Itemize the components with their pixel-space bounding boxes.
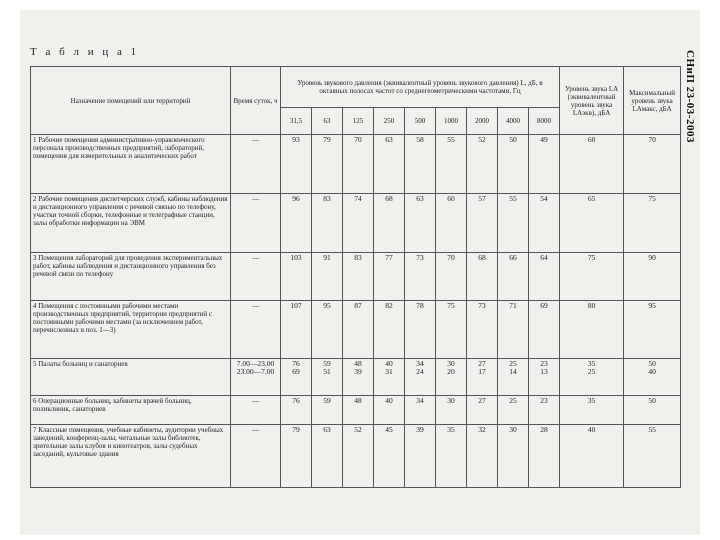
level-cell xyxy=(467,253,498,301)
level-cell-value: 68 xyxy=(385,194,393,203)
level-cell xyxy=(467,194,498,253)
header-frequency: 1000 xyxy=(436,108,467,135)
level-cell-value: 79 xyxy=(292,425,300,434)
level-cell xyxy=(343,194,374,253)
max-level-cell xyxy=(624,253,681,301)
level-cell-value: 52 xyxy=(478,135,486,144)
table-row xyxy=(31,194,681,253)
level-cell-value: 59 xyxy=(323,396,331,405)
table-row xyxy=(31,425,681,488)
level-cell-value: 51 xyxy=(323,367,331,376)
level-cell-value: 45 xyxy=(385,425,393,434)
level-cell-value: 95 xyxy=(323,301,331,310)
level-cell xyxy=(374,253,405,301)
level-cell-value: 83 xyxy=(323,194,331,203)
header-max-level: Максимальный уровень звука LAмакс, дБА xyxy=(624,67,681,135)
level-cell-value: 76 xyxy=(292,396,300,405)
level-cell xyxy=(405,359,436,396)
level-cell xyxy=(405,396,436,425)
time-cell xyxy=(231,194,281,253)
room-type-cell: 4 Помещения с постоянными рабочими местами производственных предприятий, территории предприятий с постоянными рабочими местами (за исключением работ, перечисленных в поз. 1—3) xyxy=(31,301,231,359)
header-frequency: 8000 xyxy=(529,108,560,135)
time-cell-value: — xyxy=(251,194,260,203)
time-cell xyxy=(231,396,281,425)
level-cell xyxy=(529,396,560,425)
equiv-level-cell xyxy=(560,253,624,301)
level-cell xyxy=(498,253,529,301)
level-cell-value: 13 xyxy=(540,367,548,376)
level-cell xyxy=(312,425,343,488)
level-cell-value: 83 xyxy=(354,253,362,262)
equiv-level-cell xyxy=(560,301,624,359)
level-cell-value: 64 xyxy=(540,253,548,262)
level-cell xyxy=(281,253,312,301)
time-cell-value: — xyxy=(251,301,260,310)
level-cell xyxy=(405,194,436,253)
time-cell-value: — xyxy=(251,135,260,144)
level-cell-value: 77 xyxy=(385,253,393,262)
header-band-group: Уровень звукового давления (эквивалентный уровень звукового давления) L, дБ, в октавных полосах частот со среднегеометрическими частотами, Гц xyxy=(281,67,560,108)
level-cell xyxy=(374,135,405,194)
header-equiv-level: Уровень звука LA (эквивалентный уровень звука LAэкв), дБА xyxy=(560,67,624,135)
room-type-cell: 7 Классные помещения, учебные кабинеты, аудитории учебных заведений, конференц-залы, читальные залы библиотек, зрительные залы клубов и кинотеатров, залы судебных заседаний, культовые здания xyxy=(31,425,231,488)
table-caption: Т а б л и ц а 1 xyxy=(30,46,140,58)
time-cell xyxy=(231,135,281,194)
level-cell-value: 87 xyxy=(354,301,362,310)
level-cell xyxy=(529,425,560,488)
level-cell xyxy=(498,359,529,396)
level-cell xyxy=(498,301,529,359)
time-cell-value: 23.00—7.00 xyxy=(236,367,275,376)
level-cell-value: 30 xyxy=(509,425,517,434)
level-cell xyxy=(405,425,436,488)
level-cell xyxy=(529,194,560,253)
max-level-cell-value: 55 xyxy=(648,425,656,434)
level-cell-value: 34 xyxy=(416,359,424,368)
level-cell xyxy=(312,253,343,301)
level-cell-value: 58 xyxy=(416,135,424,144)
level-cell xyxy=(436,396,467,425)
level-cell-value: 66 xyxy=(509,253,517,262)
level-cell-value: 14 xyxy=(509,367,517,376)
level-cell xyxy=(312,359,343,396)
equiv-level-cell xyxy=(560,425,624,488)
level-cell xyxy=(405,301,436,359)
level-cell-value: 91 xyxy=(323,253,331,262)
level-cell xyxy=(436,425,467,488)
level-cell-value: 69 xyxy=(540,301,548,310)
level-cell xyxy=(467,359,498,396)
level-cell-value: 75 xyxy=(447,301,455,310)
header-name: Назначение помещений или территорий xyxy=(31,67,231,135)
time-cell xyxy=(231,253,281,301)
level-cell-value: 96 xyxy=(292,194,300,203)
level-cell-value: 20 xyxy=(447,367,455,376)
level-cell xyxy=(281,301,312,359)
max-level-cell xyxy=(624,135,681,194)
level-cell xyxy=(374,301,405,359)
header-time: Время суток, ч xyxy=(231,67,281,135)
level-cell-value: 74 xyxy=(354,194,362,203)
max-level-cell-value: 95 xyxy=(648,301,656,310)
equiv-level-cell-value: 40 xyxy=(587,425,596,434)
level-cell-value: 48 xyxy=(354,396,362,405)
header-frequency: 250 xyxy=(374,108,405,135)
table-row xyxy=(31,301,681,359)
level-cell-value: 103 xyxy=(290,253,302,262)
level-cell xyxy=(281,396,312,425)
level-cell-value: 25 xyxy=(509,359,517,368)
header-frequency: 500 xyxy=(405,108,436,135)
level-cell xyxy=(436,135,467,194)
level-cell xyxy=(405,135,436,194)
level-cell-value: 68 xyxy=(478,253,486,262)
max-level-cell-value: 50 xyxy=(648,396,656,405)
room-type-cell: 1 Рабочие помещения административно-управленческого персонала производственных предприятий, лабораторий, помещения для измерительных и аналитических работ xyxy=(31,135,231,194)
header-frequency: 2000 xyxy=(467,108,498,135)
level-cell-value: 70 xyxy=(447,253,455,262)
level-cell xyxy=(374,359,405,396)
table-row xyxy=(31,135,681,194)
level-cell xyxy=(529,301,560,359)
level-cell xyxy=(343,425,374,488)
level-cell-value: 73 xyxy=(478,301,486,310)
table-row xyxy=(31,359,681,396)
level-cell-value: 27 xyxy=(478,396,486,405)
level-cell-value: 32 xyxy=(478,425,486,434)
equiv-level-cell-value: 65 xyxy=(587,194,596,203)
equiv-level-cell xyxy=(560,359,624,396)
table-body xyxy=(31,135,681,488)
level-cell xyxy=(436,359,467,396)
equiv-level-cell xyxy=(560,396,624,425)
level-cell xyxy=(374,396,405,425)
level-cell xyxy=(312,135,343,194)
level-cell xyxy=(529,253,560,301)
level-cell xyxy=(467,301,498,359)
level-cell-value: 55 xyxy=(509,194,517,203)
level-cell-value: 82 xyxy=(385,301,393,310)
level-cell-value: 23 xyxy=(540,359,548,368)
max-level-cell-value: 90 xyxy=(648,253,656,262)
equiv-level-cell-value: 80 xyxy=(587,301,596,310)
room-type-cell: 2 Рабочие помещения диспетчерских служб, кабины наблюдения и дистанционного управления с речевой связью по телефону, участки точной сборки, телефонные и телеграфные станции, залы обработки информации на ЭВМ xyxy=(31,194,231,253)
max-level-cell xyxy=(624,396,681,425)
level-cell-value: 52 xyxy=(354,425,362,434)
equiv-level-cell-value: 35 xyxy=(587,396,596,405)
level-cell-value: 49 xyxy=(540,135,548,144)
max-level-cell xyxy=(624,194,681,253)
level-cell-value: 30 xyxy=(447,396,455,405)
level-cell-value: 40 xyxy=(385,396,393,405)
equiv-level-cell-value: 75 xyxy=(587,253,596,262)
level-cell xyxy=(405,253,436,301)
level-cell-value: 25 xyxy=(509,396,517,405)
time-cell-value: — xyxy=(251,253,260,262)
level-cell-value: 59 xyxy=(323,359,331,368)
level-cell-value: 28 xyxy=(540,425,548,434)
level-cell-value: 79 xyxy=(323,135,331,144)
level-cell-value: 55 xyxy=(447,135,455,144)
max-level-cell xyxy=(624,425,681,488)
level-cell-value: 39 xyxy=(416,425,424,434)
header-frequency: 125 xyxy=(343,108,374,135)
header-frequency: 31,5 xyxy=(281,108,312,135)
table-row xyxy=(31,396,681,425)
level-cell xyxy=(467,135,498,194)
level-cell-value: 70 xyxy=(354,135,362,144)
level-cell xyxy=(343,253,374,301)
level-cell-value: 63 xyxy=(323,425,331,434)
level-cell xyxy=(281,135,312,194)
level-cell-value: 63 xyxy=(385,135,393,144)
level-cell xyxy=(467,396,498,425)
level-cell-value: 30 xyxy=(447,359,455,368)
header-frequency: 63 xyxy=(312,108,343,135)
max-level-cell-value: 75 xyxy=(648,194,656,203)
level-cell xyxy=(312,396,343,425)
level-cell xyxy=(312,194,343,253)
level-cell-value: 63 xyxy=(416,194,424,203)
level-cell-value: 93 xyxy=(292,135,300,144)
level-cell xyxy=(529,135,560,194)
level-cell xyxy=(281,194,312,253)
level-cell xyxy=(343,301,374,359)
level-cell xyxy=(436,194,467,253)
level-cell-value: 24 xyxy=(416,367,424,376)
level-cell xyxy=(529,359,560,396)
level-cell xyxy=(343,135,374,194)
time-cell xyxy=(231,301,281,359)
level-cell-value: 73 xyxy=(416,253,424,262)
equiv-level-cell-value: 60 xyxy=(587,135,596,144)
max-level-cell-value: 40 xyxy=(648,367,656,376)
level-cell-value: 23 xyxy=(540,396,548,405)
max-level-cell-value: 70 xyxy=(648,135,656,144)
level-cell-value: 27 xyxy=(478,359,486,368)
max-level-cell xyxy=(624,301,681,359)
max-level-cell-value: 50 xyxy=(648,359,656,368)
level-cell xyxy=(498,396,529,425)
level-cell-value: 107 xyxy=(290,301,302,310)
level-cell xyxy=(498,135,529,194)
level-cell-value: 31 xyxy=(385,367,393,376)
equiv-level-cell-value: 25 xyxy=(587,367,596,376)
level-cell xyxy=(374,425,405,488)
room-type-cell: 5 Палаты больниц и санаториев xyxy=(31,359,231,396)
standard-label: СНиП 23-03-2003 xyxy=(684,50,696,143)
level-cell xyxy=(498,194,529,253)
time-cell xyxy=(231,425,281,488)
level-cell xyxy=(436,301,467,359)
level-cell-value: 60 xyxy=(447,194,455,203)
level-cell xyxy=(281,425,312,488)
level-cell xyxy=(498,425,529,488)
level-cell-value: 50 xyxy=(509,135,517,144)
level-cell xyxy=(374,194,405,253)
equiv-level-cell-value: 35 xyxy=(587,359,596,368)
level-cell-value: 34 xyxy=(416,396,424,405)
level-cell-value: 76 xyxy=(292,359,300,368)
room-type-cell: 6 Операционные больниц, кабинеты врачей больниц, поликлиник, санаториев xyxy=(31,396,231,425)
table-row xyxy=(31,253,681,301)
level-cell-value: 69 xyxy=(292,367,300,376)
time-cell-value: — xyxy=(251,425,260,434)
level-cell-value: 40 xyxy=(385,359,393,368)
time-cell xyxy=(231,359,281,396)
level-cell xyxy=(312,301,343,359)
time-cell-value: — xyxy=(251,396,260,405)
level-cell xyxy=(343,359,374,396)
level-cell xyxy=(343,396,374,425)
level-cell-value: 39 xyxy=(354,367,362,376)
header-frequency: 4000 xyxy=(498,108,529,135)
noise-norms-table xyxy=(30,66,681,488)
level-cell-value: 17 xyxy=(478,367,486,376)
equiv-level-cell xyxy=(560,194,624,253)
max-level-cell xyxy=(624,359,681,396)
room-type-cell: 3 Помещения лабораторий для проведения экспериментальных работ, кабины наблюдения и дистанционного управления без речевой связи по телефону xyxy=(31,253,231,301)
level-cell xyxy=(467,425,498,488)
level-cell-value: 71 xyxy=(509,301,517,310)
level-cell-value: 78 xyxy=(416,301,424,310)
time-cell-value: 7.00—23.00 xyxy=(236,359,275,368)
level-cell xyxy=(436,253,467,301)
equiv-level-cell xyxy=(560,135,624,194)
level-cell-value: 57 xyxy=(478,194,486,203)
level-cell-value: 54 xyxy=(540,194,548,203)
level-cell-value: 48 xyxy=(354,359,362,368)
level-cell xyxy=(281,359,312,396)
level-cell-value: 35 xyxy=(447,425,455,434)
